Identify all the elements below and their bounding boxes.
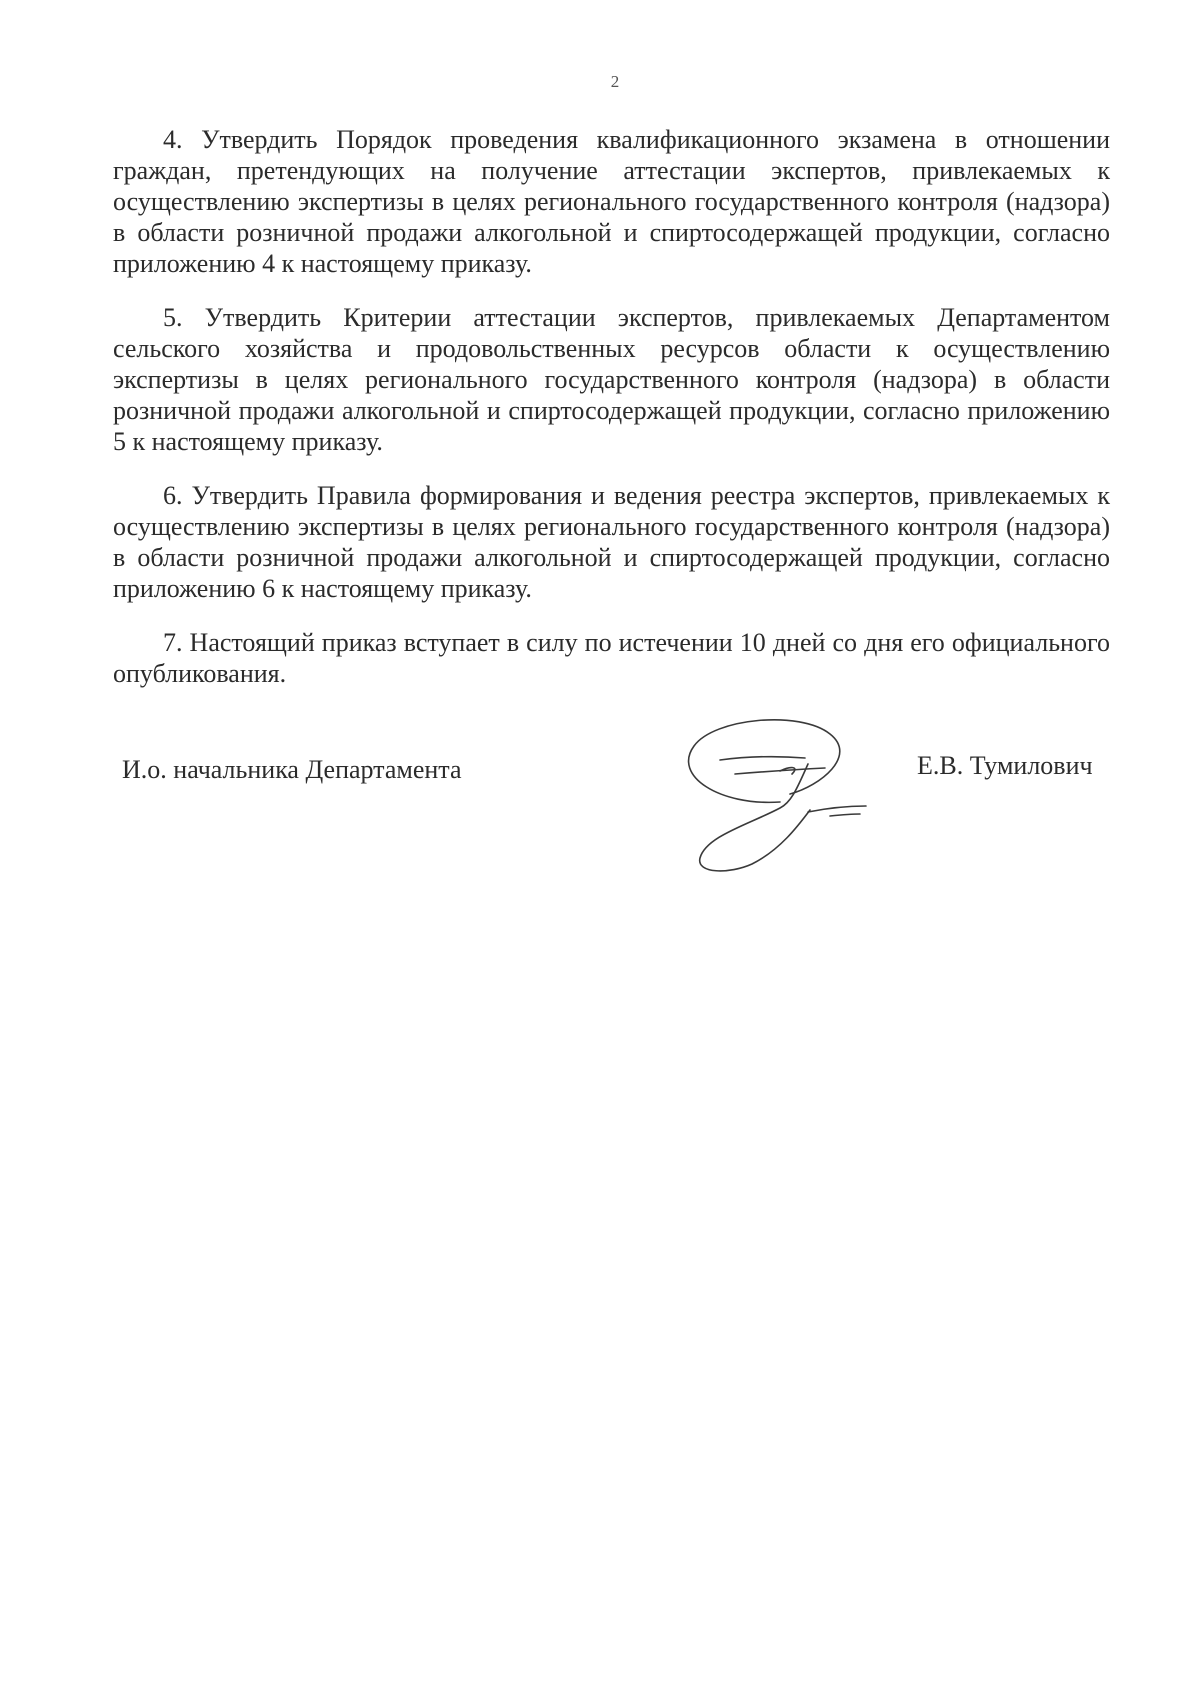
document-body (113, 124, 1110, 712)
page-number: 2 (610, 72, 620, 91)
paragraph-5: 5. Утвердить Критерии аттестации экспертов, привлекаемых Департаментом сельского хозяйства и продовольственных ресурсов области к осуществлению экспертизы в целях регионального государственного контроля (надзора) в области розничной продажи алкогольной и спиртосодержащей продукции, согласно приложению 5 к настоящему приказу. (113, 303, 1110, 456)
signatory-position: И.о. начальника Департамента (122, 755, 462, 784)
paragraph-7: 7. Настоящий приказ вступает в силу по истечении 10 дней со дня его официального опубликования. (113, 628, 1110, 688)
handwritten-signature (680, 716, 900, 876)
paragraph-6: 6. Утвердить Правила формирования и ведения реестра экспертов, привлекаемых к осуществлению экспертизы в целях регионального государственного контроля (надзора) в области розничной продажи алкогольной и спиртосодержащей продукции, согласно приложению 6 к настоящему приказу. (113, 481, 1110, 603)
signature-block (0, 740, 1200, 900)
signatory-name: Е.В. Тумилович (917, 751, 1093, 780)
paragraph-4: 4. Утвердить Порядок проведения квалификационного экзамена в отношении граждан, претендующих на получение аттестации экспертов, привлекаемых к осуществлению экспертизы в целях регионального государственного контроля (надзора) в области розничной продажи алкогольной и спиртосодержащей продукции, согласно приложению 4 к настоящему приказу. (113, 125, 1110, 278)
